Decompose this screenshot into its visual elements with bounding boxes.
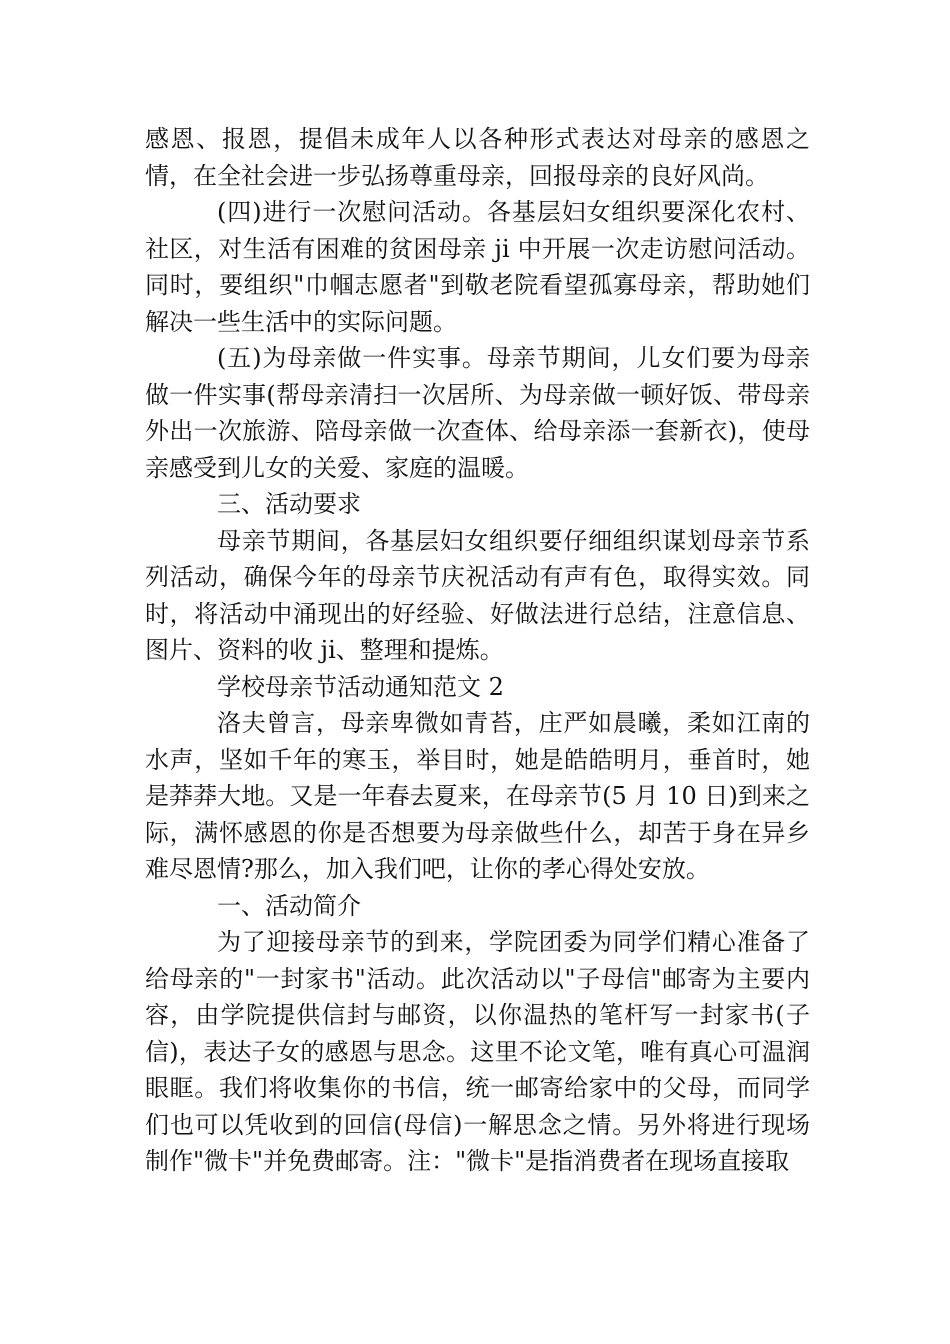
paragraph-1: 感恩、报恩，提倡未成年人以各种形式表达对母亲的感恩之情，在全社会进一步弘扬尊重母亲，回报母亲的良好风尚。 [145,125,810,190]
paragraph-4: 母亲节期间，各基层妇女组织要仔细组织谋划母亲节系列活动，确保今年的母亲节庆祝活动有声有色，取得实效。同时，将活动中涌现出的好经验、好做法进行总结，注意信息、图片、资料的收 ji、整理和提炼。 [145,526,810,664]
paragraph-2: (四)进行一次慰问活动。各基层妇女组织要深化农村、社区，对生活有困难的贫困母亲 ji 中开展一次走访慰问活动。同时，要组织"巾帼志愿者"到敬老院看望孤寡母亲，帮助她们解决一些生活中的实际问题。 [145,198,810,336]
document-body [145,121,810,1180]
section-heading-requirements: 三、活动要求 [217,490,361,518]
paragraph-5: 洛夫曾言，母亲卑微如青苔，庄严如晨曦，柔如江南的水声，坚如千年的寒玉，举目时，她是皓皓明月，垂首时，她是莽莽大地。又是一年春去夏来，在母亲节(5 月 10 日)到来之际，满怀感恩的你是否想要为母亲做些什么，却苦于身在异乡难尽恩情?那么，加入我们吧，让你的孝心得处安放。 [145,709,810,883]
paragraph-3: (五)为母亲做一件实事。母亲节期间，儿女们要为母亲做一件实事(帮母亲清扫一次居所、为母亲做一顿好饭、带母亲外出一次旅游、陪母亲做一次查体、给母亲添一套新衣)，使母亲感受到儿女的关爱、家庭的温暖。 [145,344,810,482]
section-heading-introduction: 一、活动简介 [217,891,361,920]
paragraph-6: 为了迎接母亲节的到来，学院团委为同学们精心准备了给母亲的"一封家书"活动。此次活动以"子母信"邮寄为主要内容，由学院提供信封与邮资，以你温热的笔杆写一封家书(子信)，表达子女的感恩与思念。这里不论文笔，唯有真心可温润眼眶。我们将收集你的书信，统一邮寄给家中的父母，而同学们也可以凭收到的回信(母信)一解思念之情。另外将进行现场制作"微卡"并免费邮寄。注："微卡"是指消费者在现场直接取 [145,928,810,1175]
section-title-sample-2: 学校母亲节活动通知范文 2 [217,672,504,701]
